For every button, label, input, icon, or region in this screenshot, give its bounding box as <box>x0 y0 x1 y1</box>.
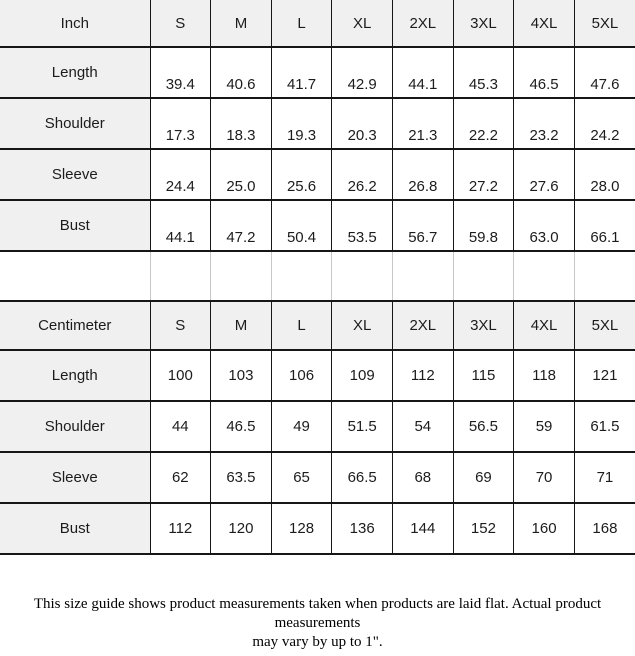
spacer-cell <box>211 251 272 301</box>
measurement-value: 49 <box>271 401 332 452</box>
size-header: 5XL <box>574 0 635 47</box>
spacer-cell <box>271 251 332 301</box>
size-header: L <box>271 301 332 350</box>
measurement-value: 61.5 <box>574 401 635 452</box>
spacer-cell <box>393 251 454 301</box>
measurement-value: 120 <box>211 503 272 554</box>
table-row <box>0 98 635 149</box>
measurement-value: 50.4 <box>271 200 332 251</box>
measurement-value: 46.5 <box>211 401 272 452</box>
measurement-value: 63.0 <box>514 200 575 251</box>
size-header: XL <box>332 0 393 47</box>
measurement-value: 69 <box>453 452 514 503</box>
measurement-value: 103 <box>211 350 272 401</box>
measurement-label: Shoulder <box>0 401 150 452</box>
measurement-value: 45.3 <box>453 47 514 98</box>
measurement-value: 56.7 <box>393 200 454 251</box>
size-guide-note <box>0 595 635 652</box>
measurement-value: 70 <box>514 452 575 503</box>
measurement-value: 53.5 <box>332 200 393 251</box>
size-header: XL <box>332 301 393 350</box>
measurement-value: 25.0 <box>211 149 272 200</box>
spacer-cell <box>514 251 575 301</box>
measurement-value: 112 <box>150 503 211 554</box>
measurement-value: 168 <box>574 503 635 554</box>
spacer-row <box>0 251 635 301</box>
measurement-value: 152 <box>453 503 514 554</box>
spacer-cell <box>332 251 393 301</box>
measurement-value: 24.4 <box>150 149 211 200</box>
measurement-value: 100 <box>150 350 211 401</box>
size-header: 3XL <box>453 0 514 47</box>
measurement-value: 41.7 <box>271 47 332 98</box>
spacer-cell <box>150 251 211 301</box>
inch-header-row <box>0 0 635 47</box>
measurement-value: 109 <box>332 350 393 401</box>
size-header: M <box>211 301 272 350</box>
measurement-value: 44.1 <box>150 200 211 251</box>
measurement-label: Bust <box>0 200 150 251</box>
measurement-value: 22.2 <box>453 98 514 149</box>
measurement-value: 26.2 <box>332 149 393 200</box>
measurement-value: 112 <box>393 350 454 401</box>
measurement-value: 47.6 <box>574 47 635 98</box>
measurement-value: 59 <box>514 401 575 452</box>
measurement-value: 136 <box>332 503 393 554</box>
measurement-value: 66.1 <box>574 200 635 251</box>
measurement-value: 59.8 <box>453 200 514 251</box>
measurement-value: 66.5 <box>332 452 393 503</box>
measurement-label: Shoulder <box>0 98 150 149</box>
measurement-value: 63.5 <box>211 452 272 503</box>
measurement-value: 62 <box>150 452 211 503</box>
measurement-label: Length <box>0 350 150 401</box>
spacer-cell <box>574 251 635 301</box>
size-header: M <box>211 0 272 47</box>
size-guide-note-line-1: This size guide shows product measurements taken when products are laid flat. Actual product measurements <box>33 596 602 631</box>
measurement-label: Sleeve <box>0 149 150 200</box>
measurement-value: 56.5 <box>453 401 514 452</box>
measurement-value: 42.9 <box>332 47 393 98</box>
measurement-value: 18.3 <box>211 98 272 149</box>
centimeter-header-row <box>0 301 635 350</box>
measurement-value: 68 <box>393 452 454 503</box>
measurement-value: 46.5 <box>514 47 575 98</box>
measurement-value: 44 <box>150 401 211 452</box>
table-row <box>0 47 635 98</box>
spacer-cell <box>0 251 150 301</box>
measurement-value: 27.6 <box>514 149 575 200</box>
measurement-value: 21.3 <box>393 98 454 149</box>
size-header: 4XL <box>514 0 575 47</box>
measurement-value: 71 <box>574 452 635 503</box>
table-row <box>0 200 635 251</box>
size-header: S <box>150 0 211 47</box>
measurement-value: 65 <box>271 452 332 503</box>
measurement-value: 44.1 <box>393 47 454 98</box>
measurement-value: 20.3 <box>332 98 393 149</box>
measurement-value: 47.2 <box>211 200 272 251</box>
measurement-value: 40.6 <box>211 47 272 98</box>
measurement-value: 54 <box>393 401 454 452</box>
measurement-value: 160 <box>514 503 575 554</box>
size-guide-note-line-2: may vary by up to 1". <box>252 634 383 650</box>
measurement-value: 51.5 <box>332 401 393 452</box>
size-header: S <box>150 301 211 350</box>
measurement-value: 106 <box>271 350 332 401</box>
measurement-value: 26.8 <box>393 149 454 200</box>
measurement-value: 25.6 <box>271 149 332 200</box>
measurement-value: 28.0 <box>574 149 635 200</box>
measurement-value: 118 <box>514 350 575 401</box>
measurement-value: 115 <box>453 350 514 401</box>
measurement-value: 128 <box>271 503 332 554</box>
measurement-value: 19.3 <box>271 98 332 149</box>
size-header: 3XL <box>453 301 514 350</box>
size-header: 2XL <box>393 301 454 350</box>
measurement-value: 39.4 <box>150 47 211 98</box>
table-row <box>0 350 635 401</box>
table-row <box>0 503 635 554</box>
size-header: 4XL <box>514 301 575 350</box>
measurement-value: 27.2 <box>453 149 514 200</box>
measurement-value: 24.2 <box>574 98 635 149</box>
measurement-label: Bust <box>0 503 150 554</box>
size-header: 5XL <box>574 301 635 350</box>
size-header: 2XL <box>393 0 454 47</box>
table-row <box>0 149 635 200</box>
measurement-value: 121 <box>574 350 635 401</box>
measurement-label: Sleeve <box>0 452 150 503</box>
spacer-cell <box>453 251 514 301</box>
measurement-value: 144 <box>393 503 454 554</box>
measurement-value: 23.2 <box>514 98 575 149</box>
unit-header-inch: Inch <box>0 0 150 47</box>
measurement-label: Length <box>0 47 150 98</box>
size-header: L <box>271 0 332 47</box>
table-row <box>0 401 635 452</box>
table-row <box>0 452 635 503</box>
unit-header-centimeter: Centimeter <box>0 301 150 350</box>
measurement-value: 17.3 <box>150 98 211 149</box>
